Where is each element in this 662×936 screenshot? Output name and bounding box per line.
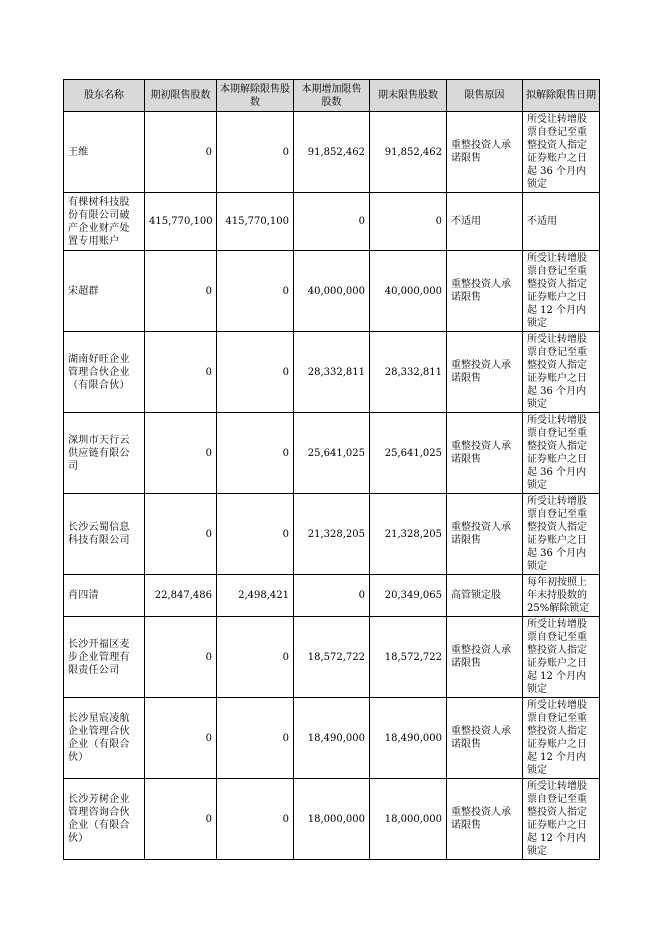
opening-restricted-shares: 0 — [145, 779, 217, 860]
restriction-reason: 重整投资人承诺限售 — [447, 617, 523, 698]
planned-release-date: 所受让转增股票自登记至重整投资人指定证券账户之日起 12 个月内锁定 — [523, 698, 600, 779]
table-header — [64, 80, 600, 112]
table-row — [64, 698, 600, 779]
opening-restricted-shares: 0 — [145, 494, 217, 575]
planned-release-date: 不适用 — [523, 193, 600, 251]
closing-restricted-shares: 28,332,811 — [370, 332, 447, 413]
header-added-this-period: 本期增加限售股数 — [294, 80, 370, 112]
restriction-reason: 重整投资人承诺限售 — [447, 332, 523, 413]
shareholder-name: 有棵树科技股份有限公司破产企业财产处置专用账户 — [64, 193, 145, 251]
table-row — [64, 617, 600, 698]
restriction-reason: 重整投资人承诺限售 — [447, 494, 523, 575]
added-shares: 28,332,811 — [294, 332, 370, 413]
closing-restricted-shares: 0 — [370, 193, 447, 251]
shareholder-name: 长沙开福区麦步企业管理有限责任公司 — [64, 617, 145, 698]
opening-restricted-shares: 0 — [145, 698, 217, 779]
opening-restricted-shares: 0 — [145, 112, 217, 193]
planned-release-date: 所受让转增股票自登记至重整投资人指定证券账户之日起 36 个月内锁定 — [523, 112, 600, 193]
added-shares: 18,490,000 — [294, 698, 370, 779]
added-shares: 0 — [294, 193, 370, 251]
table-row — [64, 193, 600, 251]
planned-release-date: 所受让转增股票自登记至重整投资人指定证券账户之日起 36 个月内锁定 — [523, 494, 600, 575]
released-shares: 0 — [217, 494, 294, 575]
added-shares: 18,000,000 — [294, 779, 370, 860]
added-shares: 91,852,462 — [294, 112, 370, 193]
added-shares: 0 — [294, 575, 370, 617]
planned-release-date: 所受让转增股票自登记至重整投资人指定证券账户之日起 12 个月内锁定 — [523, 251, 600, 332]
added-shares: 18,572,722 — [294, 617, 370, 698]
shareholder-name: 长沙星宸凌航企业管理合伙企业（有限合伙） — [64, 698, 145, 779]
closing-restricted-shares: 20,349,065 — [370, 575, 447, 617]
shareholder-name: 王维 — [64, 112, 145, 193]
shareholder-name: 长沙芳树企业管理咨询合伙企业（有限合伙） — [64, 779, 145, 860]
table-row — [64, 494, 600, 575]
planned-release-date: 所受让转增股票自登记至重整投资人指定证券账户之日起 12 个月内锁定 — [523, 779, 600, 860]
header-opening-restricted: 期初限售股数 — [145, 80, 217, 112]
restriction-reason: 高管锁定股 — [447, 575, 523, 617]
closing-restricted-shares: 18,572,722 — [370, 617, 447, 698]
table-row — [64, 112, 600, 193]
restriction-reason: 重整投资人承诺限售 — [447, 413, 523, 494]
table-row — [64, 575, 600, 617]
released-shares: 0 — [217, 112, 294, 193]
planned-release-date: 所受让转增股票自登记至重整投资人指定证券账户之日起 36 个月内锁定 — [523, 332, 600, 413]
opening-restricted-shares: 0 — [145, 251, 217, 332]
shareholder-name: 湖南好旺企业管理合伙企业（有限合伙） — [64, 332, 145, 413]
table-row — [64, 413, 600, 494]
opening-restricted-shares: 415,770,100 — [145, 193, 217, 251]
released-shares: 0 — [217, 698, 294, 779]
restricted-shares-table — [63, 79, 600, 860]
restriction-reason: 重整投资人承诺限售 — [447, 112, 523, 193]
closing-restricted-shares: 21,328,205 — [370, 494, 447, 575]
restriction-reason: 重整投资人承诺限售 — [447, 251, 523, 332]
opening-restricted-shares: 0 — [145, 617, 217, 698]
added-shares: 21,328,205 — [294, 494, 370, 575]
added-shares: 25,641,025 — [294, 413, 370, 494]
header-closing-restricted: 期末限售股数 — [370, 80, 447, 112]
closing-restricted-shares: 18,000,000 — [370, 779, 447, 860]
header-shareholder-name: 股东名称 — [64, 80, 145, 112]
closing-restricted-shares: 91,852,462 — [370, 112, 447, 193]
opening-restricted-shares: 22,847,486 — [145, 575, 217, 617]
planned-release-date: 所受让转增股票自登记至重整投资人指定证券账户之日起 36 个月内锁定 — [523, 413, 600, 494]
planned-release-date: 每年初按照上年末持股数的25%解除锁定 — [523, 575, 600, 617]
released-shares: 0 — [217, 251, 294, 332]
closing-restricted-shares: 40,000,000 — [370, 251, 447, 332]
table-row — [64, 332, 600, 413]
released-shares: 2,498,421 — [217, 575, 294, 617]
table-row — [64, 251, 600, 332]
added-shares: 40,000,000 — [294, 251, 370, 332]
released-shares: 0 — [217, 413, 294, 494]
table-row — [64, 779, 600, 860]
closing-restricted-shares: 18,490,000 — [370, 698, 447, 779]
opening-restricted-shares: 0 — [145, 332, 217, 413]
restriction-reason: 重整投资人承诺限售 — [447, 779, 523, 860]
shareholder-name: 深圳市天行云供应链有限公司 — [64, 413, 145, 494]
released-shares: 0 — [217, 332, 294, 413]
closing-restricted-shares: 25,641,025 — [370, 413, 447, 494]
released-shares: 0 — [217, 779, 294, 860]
shareholder-name: 长沙云蜀信息科技有限公司 — [64, 494, 145, 575]
released-shares: 0 — [217, 617, 294, 698]
header-restriction-reason: 限售原因 — [447, 80, 523, 112]
shareholder-name: 宋超群 — [64, 251, 145, 332]
header-released-this-period: 本期解除限售股数 — [217, 80, 294, 112]
planned-release-date: 所受让转增股票自登记至重整投资人指定证券账户之日起 12 个月内锁定 — [523, 617, 600, 698]
opening-restricted-shares: 0 — [145, 413, 217, 494]
restriction-reason: 不适用 — [447, 193, 523, 251]
shareholder-name: 肖四清 — [64, 575, 145, 617]
restriction-reason: 重整投资人承诺限售 — [447, 698, 523, 779]
released-shares: 415,770,100 — [217, 193, 294, 251]
header-planned-release-date: 拟解除限售日期 — [523, 80, 600, 112]
